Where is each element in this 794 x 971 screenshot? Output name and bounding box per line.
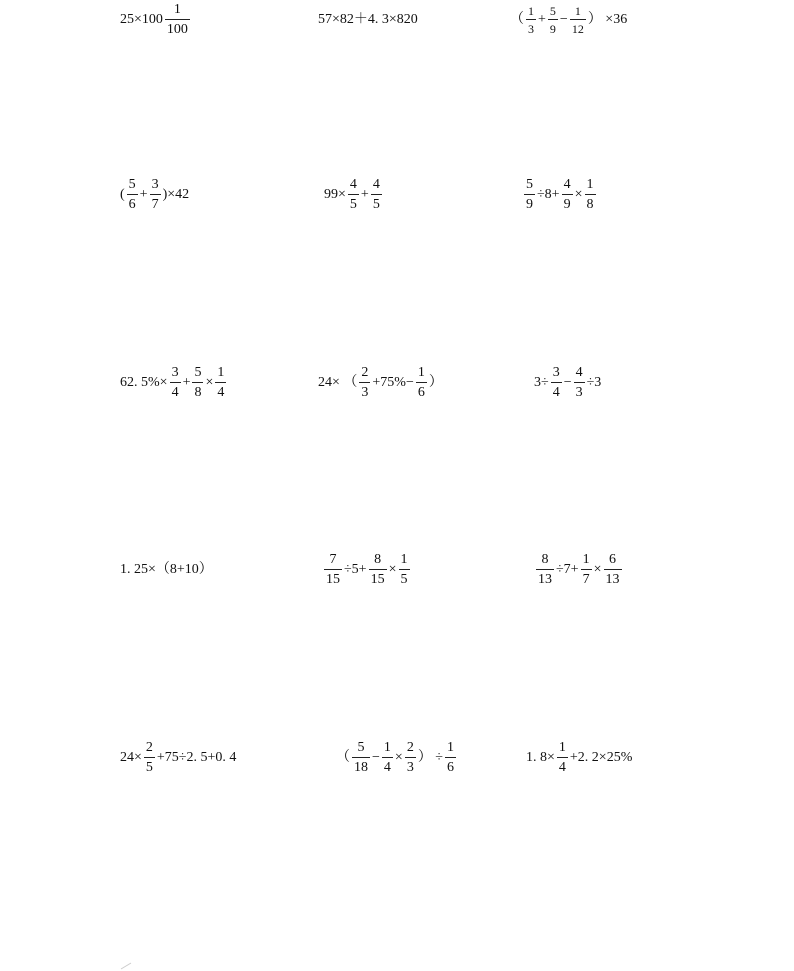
fraction-denominator: 9 [526,197,533,212]
fraction-denominator: 4 [552,385,560,400]
expression-text: )×42 [162,187,190,202]
fraction-denominator: 7 [582,572,590,587]
problem-11 [322,545,412,595]
fraction-denominator: 5 [349,197,357,212]
fraction-numerator: 7 [329,552,337,567]
expression-text: ÷7+ [556,562,579,577]
fraction-denominator: 18 [354,760,368,775]
expression-text: +75÷2. 5+0. 4 [156,750,237,765]
fraction [170,366,181,400]
fraction-denominator: 15 [370,572,385,587]
fraction-denominator: 5 [145,760,153,775]
expression-text: ） ×36 [587,12,628,27]
problem-14 [336,733,458,783]
fraction-numerator: 5 [128,177,136,192]
problem-6 [522,170,598,220]
fraction [604,553,622,587]
expression-text: 57×82＋4. 3×820 [318,12,418,27]
expression-text: + [139,187,148,202]
fraction-numerator: 1 [582,552,590,567]
fraction [150,178,161,212]
fraction [524,178,535,212]
problem-2 [318,0,418,45]
fraction-denominator: 13 [605,572,620,587]
fraction-numerator: 1 [400,552,408,567]
fraction [536,553,554,587]
fraction-numerator: 3 [151,177,159,192]
fraction-numerator: 1 [217,365,225,380]
expression-text: × [574,187,583,202]
fraction [445,741,456,775]
fraction-denominator: 8 [194,385,202,400]
fraction-numerator: 1 [173,2,181,17]
fraction-numerator: 6 [609,552,616,567]
fraction [574,366,585,400]
fraction-denominator: 7 [151,197,159,212]
expression-text: × [205,375,214,390]
problem-12 [534,545,624,595]
fraction-numerator: 4 [575,365,583,380]
pen-mark-icon [120,962,132,970]
fraction [551,366,562,400]
fraction [324,553,342,587]
expression-text: ÷3 [586,375,602,390]
expression-text: 24× [120,750,142,765]
fraction [585,178,596,212]
fraction [581,553,592,587]
fraction [144,741,155,775]
expression-text: （ [510,12,524,27]
problem-7 [120,358,228,408]
problem-1 [120,0,192,45]
fraction-denominator: 15 [326,572,340,587]
expression-text: 1. 25×（8+10） [120,562,213,577]
problem-9 [534,358,601,408]
fraction-numerator: 5 [526,177,533,192]
problem-8 [318,358,443,408]
expression-text: ÷5+ [344,562,367,577]
problem-5 [324,170,384,220]
fraction-numerator: 1 [417,365,425,380]
expression-text: +75%− [372,375,414,390]
fraction [416,366,427,400]
expression-text: 24× （ [318,375,358,390]
fraction-denominator: 3 [361,385,369,400]
problem-3 [510,0,627,45]
fraction [526,5,536,35]
fraction [371,178,382,212]
expression-text: × [394,750,403,765]
fraction [570,5,586,35]
fraction [359,366,370,400]
fraction [215,366,226,400]
fraction [405,741,416,775]
problem-15 [526,733,632,783]
fraction-numerator: 2 [406,740,414,755]
fraction-denominator: 13 [538,572,552,587]
expression-text: − [372,750,380,765]
fraction [352,741,370,775]
fraction-numerator: 1 [586,177,594,192]
fraction [165,3,190,37]
fraction [557,741,568,775]
fraction-numerator: 5 [194,365,202,380]
expression-text: 25×100 [120,12,163,27]
fraction-numerator: 3 [552,365,560,380]
fraction-denominator: 4 [383,760,391,775]
fraction-denominator: 3 [528,22,534,36]
expression-text: +2. 2×25% [569,750,633,765]
fraction-numerator: 8 [374,552,382,567]
expression-text: ÷8+ [537,187,560,202]
expression-text: ） ÷ [417,750,443,765]
expression-text: + [182,375,191,390]
expression-text: （ [336,750,350,765]
fraction [382,741,393,775]
fraction [192,366,203,400]
fraction-denominator: 6 [128,197,136,212]
problem-10 [120,545,213,595]
expression-text: − [563,375,572,390]
fraction [127,178,138,212]
fraction-denominator: 5 [372,197,380,212]
fraction [348,178,359,212]
fraction-numerator: 1 [447,740,454,755]
fraction-numerator: 4 [349,177,357,192]
expression-text: + [538,12,546,27]
fraction-denominator: 9 [549,22,556,36]
fraction-numerator: 4 [563,177,571,192]
expression-text: × [388,562,397,577]
fraction-denominator: 9 [563,197,571,212]
expression-text: 62. 5%× [120,375,168,390]
fraction-numerator: 5 [549,4,556,18]
fraction-denominator: 3 [406,760,414,775]
fraction-denominator: 12 [571,22,584,36]
expression-text: + [360,187,369,202]
fraction-denominator: 100 [166,22,188,37]
fraction-numerator: 1 [528,4,534,18]
expression-text: ( [120,187,125,202]
fraction-numerator: 1 [574,4,581,18]
fraction-numerator: 1 [558,740,566,755]
fraction [369,553,387,587]
expression-text: − [559,12,568,27]
problem-13 [120,733,236,783]
expression-text: 99× [324,187,346,202]
fraction-denominator: 5 [400,572,408,587]
expression-text: × [593,562,602,577]
fraction-numerator: 2 [361,365,369,380]
fraction-numerator: 5 [357,740,365,755]
fraction-denominator: 4 [217,385,225,400]
fraction-denominator: 4 [171,385,179,400]
fraction-denominator: 6 [417,385,425,400]
fraction-denominator: 8 [586,197,594,212]
fraction [548,5,558,35]
fraction [399,553,410,587]
fraction-numerator: 2 [145,740,153,755]
fraction-numerator: 4 [372,177,380,192]
fraction [562,178,573,212]
fraction-denominator: 3 [575,385,583,400]
fraction-denominator: 4 [558,760,566,775]
fraction-numerator: 8 [541,552,549,567]
fraction-numerator: 1 [383,740,391,755]
fraction-denominator: 6 [447,760,454,775]
expression-text: 3÷ [534,375,549,390]
problem-4 [120,170,189,220]
expression-text: ） [428,375,443,390]
expression-text: 1. 8× [526,750,555,765]
fraction-numerator: 3 [171,365,179,380]
